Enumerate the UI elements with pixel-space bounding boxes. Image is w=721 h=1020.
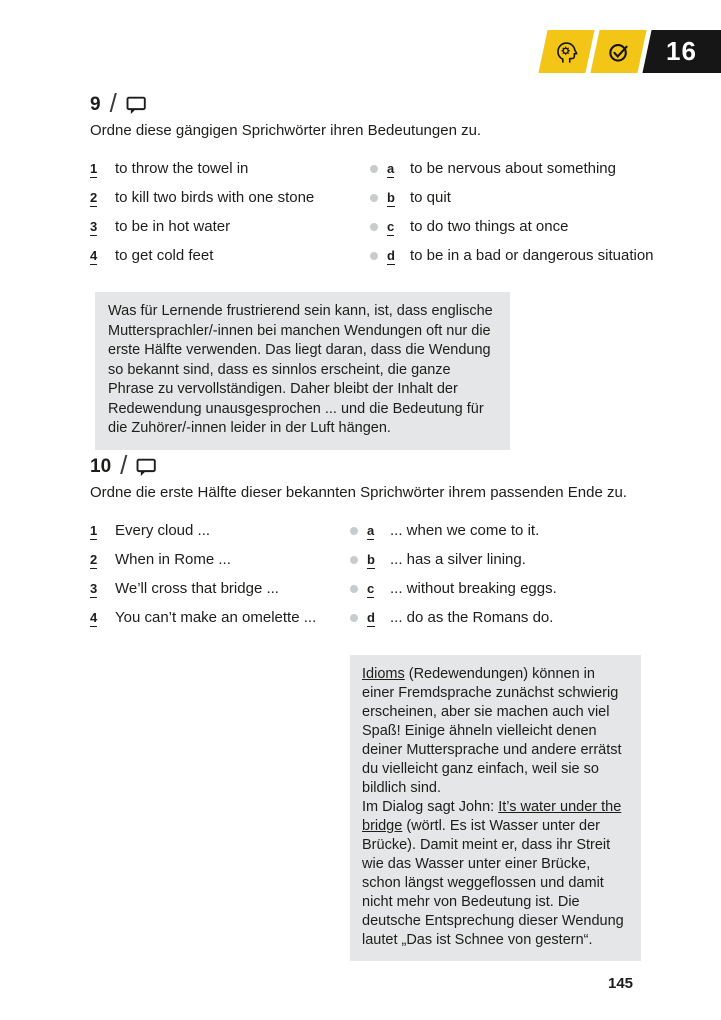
- match-dot: [350, 556, 358, 564]
- right-item-text: ... when we come to it.: [390, 522, 540, 539]
- match-dot: [350, 585, 358, 593]
- item-letter: a: [387, 161, 395, 176]
- item-number: 2: [90, 552, 98, 567]
- match-dot: [370, 223, 378, 231]
- item-letter: a: [367, 523, 375, 538]
- right-item-text: to be nervous about something: [410, 160, 616, 177]
- item-letter: d: [387, 248, 395, 263]
- item-number: 1: [90, 161, 98, 176]
- right-item-text: ... without breaking eggs.: [390, 580, 557, 597]
- exercise10-instruction: Ordne die erste Hälfte dieser bekannten Sprichwörter ihrem passenden Ende zu.: [90, 484, 627, 501]
- right-item-text: ... has a silver lining.: [390, 551, 526, 568]
- item-number: 4: [90, 610, 98, 625]
- item-number: 3: [90, 219, 98, 234]
- left-item-text: Every cloud ...: [115, 522, 211, 539]
- match-dot: [370, 194, 378, 202]
- page-number: 145: [608, 975, 634, 992]
- match-row: [90, 603, 557, 632]
- match-row: [90, 574, 557, 603]
- item-letter: b: [367, 552, 375, 567]
- idioms-paragraph-1: Idioms (Redewendungen) können in einer Fremdsprache zunächst schwierig erscheinen, aber sie machen auch viel Spaß! Einige ähneln vielleicht denen deiner Muttersprache und andere errätst du vielleicht ganz einfach, weil sie so bildlich sind.: [362, 666, 622, 796]
- left-item-text: to throw the towel in: [115, 160, 249, 177]
- info-box-text: Was für Lernende frustrierend sein kann, ist, dass englische Muttersprachler/-innen bei manchen Wendungen oft nur die erste Hälfte verwenden. Das liegt daran, dass die Wendung so bekannt sind, dass es sinnlos erscheint, die ganze Phrase zu vervollständigen. Daher bleibt der Inhalt der Redewendung unausgesprochen ... und die Bedeutung für die Zuhörer/-innen leider in der Luft hängen.: [108, 303, 493, 436]
- match-dot: [370, 165, 378, 173]
- speech-bubble-icon: [126, 94, 147, 115]
- left-item-text: to kill two birds with one stone: [115, 189, 315, 206]
- right-item-text: to be in a bad or dangerous situation: [410, 247, 654, 264]
- item-letter: c: [367, 581, 375, 596]
- right-item-text: ... do as the Romans do.: [390, 609, 554, 626]
- check-circle-icon: [606, 39, 632, 65]
- item-letter: d: [367, 610, 375, 625]
- match-dot: [370, 252, 378, 260]
- exercise9-instruction: Ordne diese gängigen Sprichwörter ihren Bedeutungen zu.: [90, 122, 482, 139]
- info-box-proverbs: [95, 292, 510, 450]
- match-row: [90, 545, 557, 574]
- exercise10-number: 10: [90, 455, 112, 477]
- underlined-term: Idioms: [362, 666, 405, 682]
- left-item-text: to be in hot water: [115, 218, 231, 235]
- badge-segment-check: [590, 30, 646, 73]
- badge-segment-brain: [538, 30, 594, 73]
- left-item-text: You can’t make an omelette ...: [115, 609, 317, 626]
- item-number: 2: [90, 190, 98, 205]
- item-number: 1: [90, 523, 98, 538]
- underlined-idiom: It’s water under the bridge: [362, 799, 622, 834]
- left-item-text: When in Rome ...: [115, 551, 231, 568]
- match-row: [90, 154, 654, 183]
- right-item-text: to quit: [410, 189, 451, 206]
- info-box-idioms: [350, 655, 641, 961]
- match-row: [90, 183, 654, 212]
- exercise9-number: 9: [90, 93, 101, 115]
- match-dot: [350, 614, 358, 622]
- match-row: [90, 241, 654, 270]
- chapter-badge: [538, 30, 721, 73]
- item-letter: c: [387, 219, 395, 234]
- exercise9-header: [90, 88, 147, 121]
- exercise10-header: [90, 450, 157, 483]
- slash-divider: /: [120, 450, 128, 480]
- match-row: [90, 212, 654, 241]
- slash-divider: /: [109, 88, 117, 118]
- chapter-number: 16: [665, 36, 697, 66]
- item-number: 3: [90, 581, 98, 596]
- right-item-text: to do two things at once: [410, 218, 569, 235]
- speech-bubble-icon: [136, 456, 157, 477]
- match-dot: [350, 527, 358, 535]
- item-letter: b: [387, 190, 395, 205]
- match-row: [90, 516, 557, 545]
- idioms-paragraph-2: Im Dialog sagt John: It’s water under the bridge (wörtl. Es ist Wasser unter der Brücke). Damit meint er, dass ihr Streit wie das Wasser unter einer Brücke, schon längst weggeflossen und damit nicht mehr von Bedeutung ist. Die deutsche Entsprechung dieser Wendung lautet „Das ist Schnee von gestern“.: [362, 799, 624, 948]
- badge-segment-number: [642, 30, 721, 73]
- item-number: 4: [90, 248, 98, 263]
- left-item-text: We’ll cross that bridge ...: [115, 580, 279, 597]
- exercise10-matching: [90, 516, 557, 632]
- left-item-text: to get cold feet: [115, 247, 214, 264]
- exercise9-matching: [90, 154, 654, 270]
- brain-gear-icon: [554, 39, 580, 65]
